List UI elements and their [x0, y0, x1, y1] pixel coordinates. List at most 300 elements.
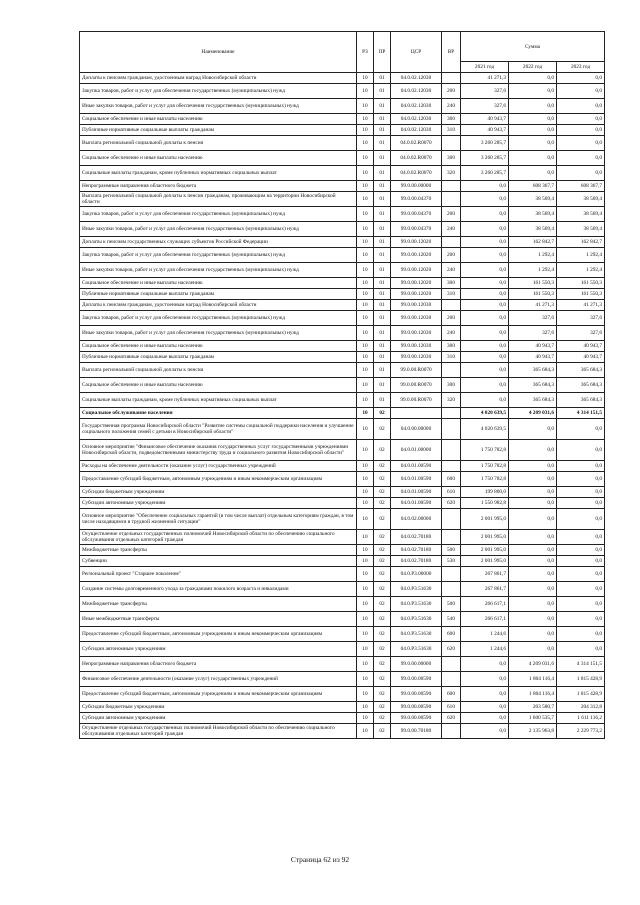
row-name: Публичные нормативные социальные выплаты гражданам: [80, 352, 357, 363]
row-sum-2023: 0,0: [557, 166, 605, 181]
row-sum-2022: 4 209 031,6: [509, 657, 557, 672]
table-row: [80, 545, 605, 556]
table-row: [80, 509, 605, 530]
row-sum-2022: 0,0: [509, 627, 557, 642]
row-pr: 02: [374, 530, 391, 545]
row-pr: 02: [374, 687, 391, 702]
row-sum-2023: 0,0: [557, 487, 605, 498]
row-pr: 01: [374, 166, 391, 181]
table-row: [80, 627, 605, 642]
row-sum-2021: 0,0: [461, 289, 509, 300]
row-csr: 99.0.00.12020: [391, 248, 442, 263]
row-sum-2022: 41 271,3: [509, 300, 557, 311]
row-sum-2022: 0,0: [509, 597, 557, 612]
row-sum-2023: 0,0: [557, 642, 605, 657]
row-sum-2022: 4 209 031,6: [509, 408, 557, 419]
row-csr: 99.0.00.12030: [391, 300, 442, 311]
row-csr: 04.0.02.70180: [391, 556, 442, 567]
table-row: [80, 419, 605, 440]
row-rz: 10: [357, 114, 374, 125]
row-name: Закупка товаров, работ и услуг для обеспечения государственных (муниципальных) нужд: [80, 84, 357, 99]
table-row: [80, 248, 605, 263]
table-row: [80, 363, 605, 378]
row-vr: [442, 582, 461, 597]
row-sum-2021: 0,0: [461, 222, 509, 237]
table-row: [80, 567, 605, 582]
row-vr: 600: [442, 627, 461, 642]
row-sum-2021: 266 617,1: [461, 612, 509, 627]
table-row: [80, 687, 605, 702]
row-sum-2023: 38 569,4: [557, 192, 605, 207]
row-vr: 620: [442, 713, 461, 724]
row-sum-2021: 3 260 285,7: [461, 151, 509, 166]
table-row: [80, 114, 605, 125]
row-rz: 10: [357, 724, 374, 739]
row-sum-2023: 0,0: [557, 556, 605, 567]
row-pr: 02: [374, 567, 391, 582]
row-sum-2022: 40 943,7: [509, 352, 557, 363]
table-row: [80, 181, 605, 192]
row-pr: 02: [374, 556, 391, 567]
row-rz: 10: [357, 672, 374, 687]
row-name: Субсидии автономным учреждениям: [80, 642, 357, 657]
row-csr: 04.0.P3.51630: [391, 612, 442, 627]
row-sum-2021: 327,6: [461, 99, 509, 114]
row-vr: 200: [442, 207, 461, 222]
row-sum-2023: 0,0: [557, 472, 605, 487]
row-sum-2021: 1 244,6: [461, 642, 509, 657]
row-vr: 600: [442, 687, 461, 702]
row-rz: 10: [357, 125, 374, 136]
row-csr: 99.0.00.04370: [391, 207, 442, 222]
row-rz: 10: [357, 713, 374, 724]
row-pr: 01: [374, 114, 391, 125]
row-name: Выплата региональной социальной доплаты к пенсии: [80, 136, 357, 151]
row-sum-2021: 1 750 782,8: [461, 461, 509, 472]
row-sum-2023: 162 842,7: [557, 237, 605, 248]
row-pr: 01: [374, 192, 391, 207]
row-sum-2021: 0,0: [461, 326, 509, 341]
row-vr: 540: [442, 612, 461, 627]
row-csr: 99.0.00.00590: [391, 672, 442, 687]
row-pr: 01: [374, 222, 391, 237]
table-row: [80, 597, 605, 612]
row-name: Финансовое обеспечение деятельности (оказание услуг) государственных учреждений: [80, 672, 357, 687]
row-sum-2021: 0,0: [461, 263, 509, 278]
row-vr: 240: [442, 326, 461, 341]
row-sum-2023: 1 292,4: [557, 248, 605, 263]
row-csr: 99.0.00.12020: [391, 237, 442, 248]
row-rz: 10: [357, 352, 374, 363]
row-sum-2022: 0,0: [509, 151, 557, 166]
row-vr: 300: [442, 341, 461, 352]
table-row: [80, 289, 605, 300]
row-sum-2022: 0,0: [509, 582, 557, 597]
row-name: Иные закупки товаров, работ и услуг для обеспечения государственных (муниципальных) нужд: [80, 222, 357, 237]
row-sum-2022: 0,0: [509, 556, 557, 567]
row-sum-2023: 0,0: [557, 419, 605, 440]
row-vr: 300: [442, 278, 461, 289]
row-sum-2022: 2 135 963,8: [509, 724, 557, 739]
row-sum-2023: 0,0: [557, 612, 605, 627]
row-rz: 10: [357, 278, 374, 289]
table-row: [80, 73, 605, 84]
row-sum-2021: 0,0: [461, 237, 509, 248]
table-row: [80, 556, 605, 567]
row-pr: 01: [374, 289, 391, 300]
row-name: Социальное обеспечение и иные выплаты населению: [80, 114, 357, 125]
row-name: Социальное обеспечение и иные выплаты населению: [80, 151, 357, 166]
row-sum-2021: 3 260 285,7: [461, 136, 509, 151]
row-name: Доплаты к пенсиям гражданам, удостоенным наград Новосибирской области: [80, 300, 357, 311]
table-row: [80, 300, 605, 311]
row-sum-2023: 0,0: [557, 151, 605, 166]
row-name: Субвенции: [80, 556, 357, 567]
table-row: [80, 393, 605, 408]
row-csr: 99.0.00.R0070: [391, 393, 442, 408]
row-sum-2022: 327,6: [509, 311, 557, 326]
row-name: Осуществление отдельных государственных полномочий Новосибирской области по обеспечению социального обслуживания отдельных категорий граждан: [80, 530, 357, 545]
row-pr: 02: [374, 582, 391, 597]
row-sum-2022: 0,0: [509, 114, 557, 125]
table-row: [80, 378, 605, 393]
row-csr: 04.0.01.00590: [391, 487, 442, 498]
row-vr: 200: [442, 248, 461, 263]
row-vr: 610: [442, 487, 461, 498]
row-vr: [442, 300, 461, 311]
row-sum-2022: 365 684,3: [509, 378, 557, 393]
row-name: Субсидии бюджетным учреждениям: [80, 702, 357, 713]
row-vr: [442, 73, 461, 84]
row-csr: 99.0.00.04370: [391, 192, 442, 207]
row-rz: 10: [357, 73, 374, 84]
row-sum-2023: 40 943,7: [557, 341, 605, 352]
row-rz: 10: [357, 461, 374, 472]
row-pr: 01: [374, 248, 391, 263]
row-rz: 10: [357, 289, 374, 300]
row-csr: 04.0.02.12030: [391, 99, 442, 114]
row-sum-2022: 1 804 116,4: [509, 672, 557, 687]
row-rz: 10: [357, 440, 374, 461]
table-row: [80, 326, 605, 341]
row-sum-2022: 1 804 116,4: [509, 687, 557, 702]
table-row: [80, 472, 605, 487]
row-csr: 04.0.02.12030: [391, 84, 442, 99]
row-sum-2023: 0,0: [557, 461, 605, 472]
row-csr: 99.0.00.00590: [391, 713, 442, 724]
row-sum-2021: 2 001 995,0: [461, 509, 509, 530]
row-vr: 310: [442, 125, 461, 136]
row-vr: [442, 419, 461, 440]
row-sum-2022: 0,0: [509, 440, 557, 461]
row-rz: 10: [357, 498, 374, 509]
budget-table: [79, 31, 605, 739]
row-sum-2022: 0,0: [509, 509, 557, 530]
row-sum-2022: 161 550,3: [509, 278, 557, 289]
row-pr: 02: [374, 657, 391, 672]
row-sum-2021: 4 020 639,5: [461, 408, 509, 419]
row-name: Закупка товаров, работ и услуг для обеспечения государственных (муниципальных) нужд: [80, 311, 357, 326]
row-csr: 99.0.00.00590: [391, 687, 442, 702]
table-row: [80, 84, 605, 99]
row-name: Государственная программа Новосибирской области "Развитие системы социальной поддержки населения и улучшение социального положения семей с детьми в Новосибирской области": [80, 419, 357, 440]
row-pr: 02: [374, 627, 391, 642]
row-sum-2023: 365 684,3: [557, 363, 605, 378]
row-sum-2021: 0,0: [461, 363, 509, 378]
row-name: Социальные выплаты гражданам, кроме публичных нормативных социальных выплат: [80, 393, 357, 408]
row-pr: 02: [374, 642, 391, 657]
row-sum-2022: 1 292,4: [509, 263, 557, 278]
row-csr: 04.0.P3.51630: [391, 582, 442, 597]
row-sum-2023: 0,0: [557, 136, 605, 151]
table-row: [80, 461, 605, 472]
table-row: [80, 713, 605, 724]
table-row: [80, 278, 605, 289]
row-vr: 620: [442, 642, 461, 657]
row-sum-2021: 0,0: [461, 378, 509, 393]
row-rz: 10: [357, 341, 374, 352]
row-sum-2022: 0,0: [509, 419, 557, 440]
row-sum-2021: 2 001 995,0: [461, 530, 509, 545]
row-name: Публичные нормативные социальные выплаты гражданам: [80, 289, 357, 300]
row-vr: 200: [442, 311, 461, 326]
table-row: [80, 311, 605, 326]
row-name: Предоставление субсидий бюджетным, автономным учреждениям и иным некоммерческим организациям: [80, 627, 357, 642]
row-vr: [442, 461, 461, 472]
row-rz: 10: [357, 687, 374, 702]
row-sum-2022: 38 569,4: [509, 192, 557, 207]
row-csr: 04.0.02.70180: [391, 545, 442, 556]
row-sum-2021: 0,0: [461, 657, 509, 672]
row-name: Расходы на обеспечение деятельности (оказание услуг) государственных учреждений: [80, 461, 357, 472]
row-pr: 01: [374, 181, 391, 192]
row-sum-2022: 1 600 535,7: [509, 713, 557, 724]
row-sum-2022: 0,0: [509, 642, 557, 657]
row-sum-2022: 365 684,3: [509, 393, 557, 408]
row-sum-2021: 2 001 995,0: [461, 545, 509, 556]
row-vr: [442, 237, 461, 248]
row-rz: 10: [357, 99, 374, 114]
table-body: [80, 73, 605, 739]
row-rz: 10: [357, 136, 374, 151]
row-pr: 01: [374, 125, 391, 136]
row-pr: 01: [374, 352, 391, 363]
row-csr: 99.0.00.00000: [391, 657, 442, 672]
row-sum-2022: 0,0: [509, 136, 557, 151]
table-row: [80, 498, 605, 509]
row-sum-2022: 0,0: [509, 84, 557, 99]
row-vr: [442, 530, 461, 545]
row-sum-2021: 0,0: [461, 352, 509, 363]
row-pr: 02: [374, 498, 391, 509]
row-name: Доплаты к пенсиям гражданам, удостоенным наград Новосибирской области: [80, 73, 357, 84]
row-rz: 10: [357, 582, 374, 597]
row-sum-2023: 1 292,4: [557, 263, 605, 278]
row-sum-2021: 0,0: [461, 687, 509, 702]
table-row: [80, 440, 605, 461]
row-vr: 500: [442, 545, 461, 556]
row-sum-2023: 327,6: [557, 311, 605, 326]
row-name: Региональный проект "Старшее поколение": [80, 567, 357, 582]
row-pr: 01: [374, 99, 391, 114]
row-sum-2021: 267 861,7: [461, 582, 509, 597]
header-year-2023: 2023 год: [557, 62, 605, 73]
row-sum-2022: 1 292,4: [509, 248, 557, 263]
row-sum-2022: 38 569,4: [509, 222, 557, 237]
row-name: Субсидии автономным учреждениям: [80, 498, 357, 509]
row-sum-2023: 0,0: [557, 627, 605, 642]
row-csr: 99.0.00.00000: [391, 181, 442, 192]
table-row: [80, 222, 605, 237]
table-row: [80, 99, 605, 114]
row-name: Межбюджетные трансферты: [80, 545, 357, 556]
row-sum-2021: 1 244,6: [461, 627, 509, 642]
row-pr: 01: [374, 326, 391, 341]
row-sum-2023: 0,0: [557, 114, 605, 125]
row-rz: 10: [357, 263, 374, 278]
row-sum-2022: 0,0: [509, 498, 557, 509]
row-csr: 04.0.01.00000: [391, 440, 442, 461]
row-rz: 10: [357, 419, 374, 440]
row-sum-2022: 327,6: [509, 326, 557, 341]
row-csr: 04.0.02.R0070: [391, 151, 442, 166]
row-sum-2022: 203 580,7: [509, 702, 557, 713]
row-name: Осуществление отдельных государственных полномочий Новосибирской области по обеспечению социального обслуживания отдельных категорий граждан: [80, 724, 357, 739]
row-name: Социальное обслуживание населения: [80, 408, 357, 419]
row-pr: 02: [374, 672, 391, 687]
row-sum-2023: 40 943,7: [557, 352, 605, 363]
table-row: [80, 530, 605, 545]
row-rz: 10: [357, 222, 374, 237]
row-sum-2021: 41 271,3: [461, 73, 509, 84]
table-row: [80, 642, 605, 657]
header-year-2022: 2022 год: [509, 62, 557, 73]
row-sum-2023: 4 314 151,5: [557, 657, 605, 672]
table-row: [80, 352, 605, 363]
row-rz: 10: [357, 545, 374, 556]
table-row: [80, 657, 605, 672]
row-sum-2022: 161 550,3: [509, 289, 557, 300]
row-sum-2021: 0,0: [461, 278, 509, 289]
row-pr: 01: [374, 237, 391, 248]
row-csr: 99.0.00.04370: [391, 222, 442, 237]
row-csr: 99.0.00.12020: [391, 278, 442, 289]
table-row: [80, 237, 605, 248]
row-rz: 10: [357, 207, 374, 222]
row-name: Непрограммные направления областного бюджета: [80, 181, 357, 192]
row-pr: 01: [374, 151, 391, 166]
row-pr: 01: [374, 136, 391, 151]
row-sum-2021: 0,0: [461, 181, 509, 192]
row-csr: 04.0.P3.51630: [391, 627, 442, 642]
table-row: [80, 151, 605, 166]
table-row: [80, 702, 605, 713]
row-vr: 200: [442, 84, 461, 99]
row-vr: 530: [442, 556, 461, 567]
row-sum-2023: 0,0: [557, 597, 605, 612]
row-vr: 300: [442, 151, 461, 166]
row-vr: 320: [442, 393, 461, 408]
row-pr: 02: [374, 408, 391, 419]
row-sum-2021: 0,0: [461, 341, 509, 352]
row-csr: 99.0.00.12020: [391, 263, 442, 278]
row-sum-2022: 0,0: [509, 487, 557, 498]
row-sum-2022: 608 367,7: [509, 181, 557, 192]
row-sum-2021: 0,0: [461, 702, 509, 713]
row-csr: 04.0.01.00590: [391, 498, 442, 509]
row-sum-2021: 0,0: [461, 248, 509, 263]
row-csr: 04.0.02.70180: [391, 530, 442, 545]
row-sum-2022: 0,0: [509, 472, 557, 487]
row-sum-2022: 0,0: [509, 166, 557, 181]
row-vr: [442, 509, 461, 530]
table-row: [80, 263, 605, 278]
table-row: [80, 672, 605, 687]
row-sum-2022: 365 684,3: [509, 363, 557, 378]
row-rz: 10: [357, 84, 374, 99]
row-csr: 04.0.02.R0070: [391, 166, 442, 181]
row-name: Социальное обеспечение и иные выплаты населению: [80, 341, 357, 352]
page-number: Страница 62 из 92: [290, 855, 350, 864]
row-sum-2023: 0,0: [557, 125, 605, 136]
row-name: Закупка товаров, работ и услуг для обеспечения государственных (муниципальных) нужд: [80, 248, 357, 263]
row-name: Основное мероприятие "Финансовое обеспечение оказания государственных услуг государственными учреждениями Новосибирской области, подведомственными министерству труда и социального развития Новосибирской области": [80, 440, 357, 461]
row-name: Публичные нормативные социальные выплаты гражданам: [80, 125, 357, 136]
row-csr: 04.0.P3.51630: [391, 597, 442, 612]
row-sum-2023: 0,0: [557, 545, 605, 556]
row-sum-2023: 0,0: [557, 567, 605, 582]
row-name: Иные межбюджетные трансферты: [80, 612, 357, 627]
row-csr: 99.0.00.R0070: [391, 363, 442, 378]
row-sum-2021: 0,0: [461, 393, 509, 408]
row-sum-2021: 2 001 995,0: [461, 556, 509, 567]
row-name: Выплата региональной социальной доплаты к пенсии гражданам, проживающим на территории Новосибирской области: [80, 192, 357, 207]
row-csr: [391, 408, 442, 419]
row-csr: 04.0.01.00590: [391, 472, 442, 487]
row-csr: 99.0.00.12030: [391, 326, 442, 341]
budget-page: [79, 31, 604, 739]
row-name: Основное мероприятие "Обеспечение социальных гарантий (в том числе выплат) отдельным категориям граждан, в том числе находящимся в трудной жизненной ситуации": [80, 509, 357, 530]
row-csr: 04.0.P3.51630: [391, 642, 442, 657]
row-pr: 01: [374, 378, 391, 393]
row-sum-2023: 327,6: [557, 326, 605, 341]
table-row: [80, 487, 605, 498]
row-name: Создание системы долговременного ухода за гражданами пожилого возраста и инвалидами: [80, 582, 357, 597]
row-pr: 01: [374, 311, 391, 326]
row-rz: 10: [357, 597, 374, 612]
row-rz: 10: [357, 151, 374, 166]
row-sum-2023: 0,0: [557, 84, 605, 99]
row-vr: [442, 363, 461, 378]
row-rz: 10: [357, 166, 374, 181]
row-rz: 10: [357, 237, 374, 248]
row-sum-2021: 199 800,0: [461, 487, 509, 498]
row-rz: 10: [357, 530, 374, 545]
row-sum-2022: 0,0: [509, 461, 557, 472]
row-sum-2023: 1 815 428,9: [557, 672, 605, 687]
row-vr: 610: [442, 702, 461, 713]
row-pr: 02: [374, 724, 391, 739]
row-rz: 10: [357, 181, 374, 192]
row-pr: 02: [374, 461, 391, 472]
row-sum-2023: 38 569,4: [557, 222, 605, 237]
row-sum-2021: 327,6: [461, 84, 509, 99]
row-name: Доплаты к пенсиям государственных служащих субъектов Российской Федерации: [80, 237, 357, 248]
row-vr: [442, 181, 461, 192]
row-pr: 01: [374, 341, 391, 352]
row-rz: 10: [357, 702, 374, 713]
row-sum-2021: 0,0: [461, 672, 509, 687]
